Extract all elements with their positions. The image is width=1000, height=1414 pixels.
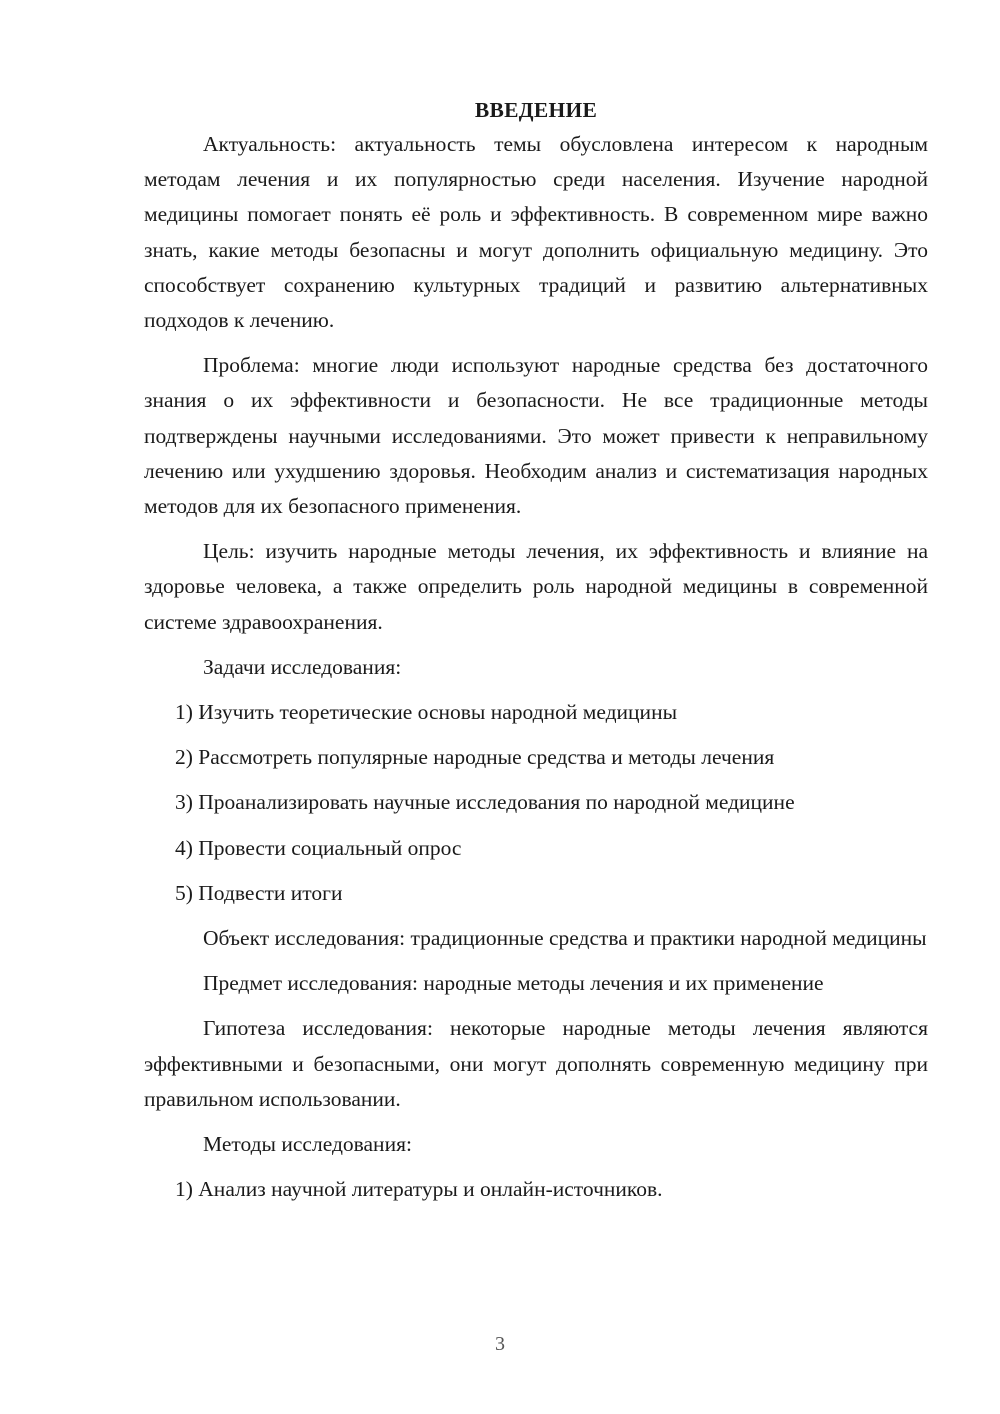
methods-list — [144, 1172, 928, 1207]
goal-paragraph: Цель: изучить народные методы лечения, их эффективность и влияние на здоровье человека, а также определить роль народной медицины в современной системе здравоохранения. — [144, 539, 928, 634]
list-item: 4) Провести социальный опрос — [175, 835, 462, 860]
list-item: 1) Изучить теоретические основы народной медицины — [175, 700, 678, 725]
list-item: 5) Подвести итоги — [175, 880, 343, 905]
hypothesis-paragraph: Гипотеза исследования: некоторые народные методы лечения являются эффективными и безопасными, они могут дополнять современную медицину при правильном использовании. — [144, 1016, 928, 1111]
tasks-heading: Задачи исследования: — [203, 654, 402, 679]
list-item: 2) Рассмотреть популярные народные средства и методы лечения — [175, 745, 775, 770]
document-page — [144, 94, 928, 1207]
problem-paragraph: Проблема: многие люди используют народные средства без достаточного знания о их эффективности и безопасности. Не все традиционные методы подтверждены научными исследованиями. Это может привести к неправильному лечению или ухудшению здоровья. Необходим анализ и систематизация народных методов для их безопасного применения. — [144, 353, 928, 519]
methods-heading: Методы исследования: — [203, 1132, 412, 1157]
relevance-paragraph: Актуальность: актуальность темы обусловлена интересом к народным методам лечения и их популярностью среди населения. Изучение народной медицины помогает понять её роль и эффективность. В современном мире важно знать, какие методы безопасны и могут дополнить официальную медицину. Это способствует сохранению культурных традиций и развитию альтернативных подходов к лечению. — [144, 132, 928, 333]
section-heading: ВВЕДЕНИЕ — [474, 98, 598, 122]
tasks-list — [144, 695, 928, 911]
list-item: 1) Анализ научной литературы и онлайн-источников. — [175, 1177, 663, 1202]
page-number: 3 — [495, 1333, 505, 1355]
object-paragraph: Объект исследования: традиционные средства и практики народной медицины — [203, 926, 927, 951]
list-item: 3) Проанализировать научные исследования по народной медицине — [175, 790, 795, 815]
subject-paragraph: Предмет исследования: народные методы лечения и их применение — [203, 971, 824, 996]
